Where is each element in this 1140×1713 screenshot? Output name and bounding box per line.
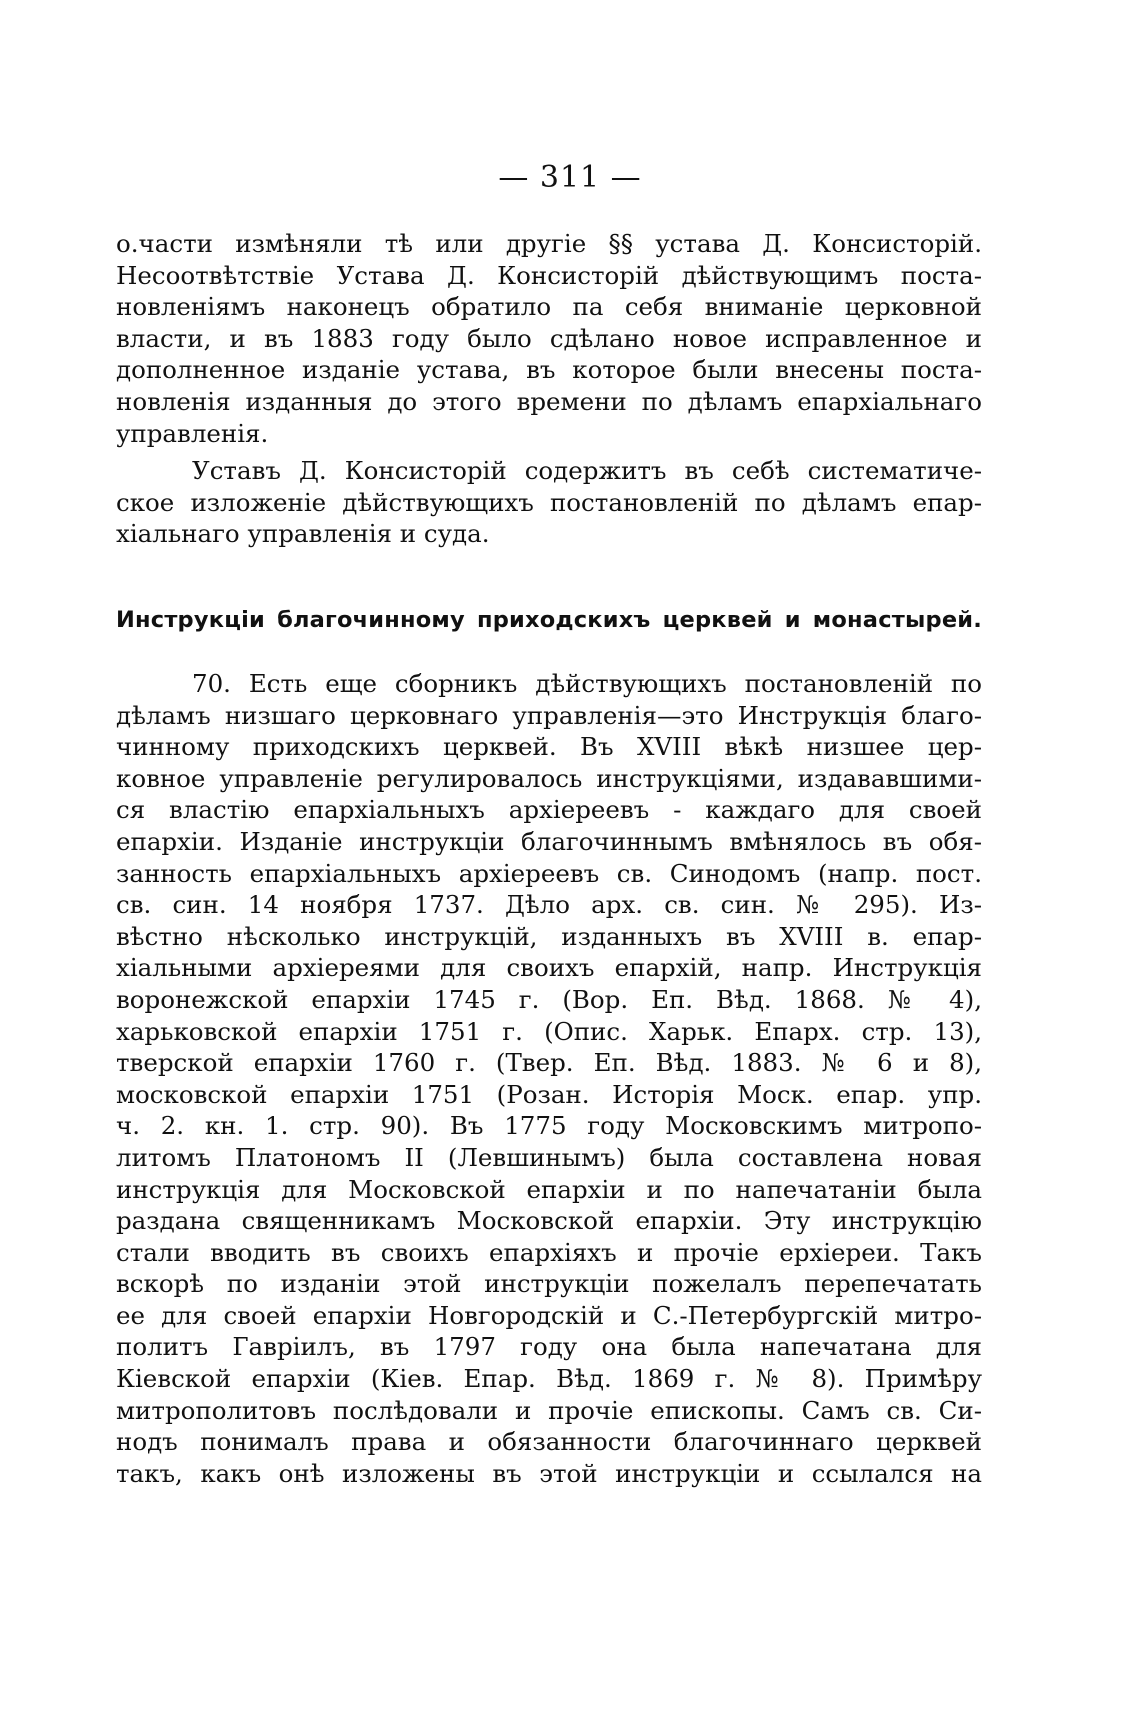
- text-line: митрополитовъ послѣдовали и прочіе епископы. Самъ св. Си-: [116, 1395, 982, 1425]
- text-line: о.части измѣняли тѣ или другіе §§ устава Д. Консисторій.: [116, 229, 982, 258]
- text-line: литомъ Платономъ II (Левшинымъ) была составлена новая: [116, 1142, 982, 1172]
- text-line: епархіи. Изданіе инструкціи благочиннымъ вмѣнялось въ обя-: [116, 826, 982, 856]
- continuation-paragraph: [116, 228, 982, 449]
- text-line: ся властію епархіальныхъ архіереевъ - каждаго для своей: [116, 795, 982, 825]
- text-line: Кіевской епархіи (Кіев. Епар. Вѣд. 1869 г. № 8). Примѣру: [116, 1364, 982, 1394]
- section-heading: Инструкціи благочинному приходскихъ церквей и монастырей.: [116, 607, 982, 633]
- text-line: стали вводить въ своихъ епархіяхъ и прочіе ерхіереи. Такъ: [116, 1237, 982, 1267]
- text-line: управленія.: [116, 418, 269, 448]
- text-line: такъ, какъ онѣ изложены въ этой инструкціи и ссылался на: [116, 1458, 982, 1488]
- paragraph-70: [116, 668, 982, 1489]
- text-line: занность епархіальныхъ архіереевъ св. Синодомъ (напр. пост.: [116, 858, 982, 888]
- text-line: дѣламъ низшаго церковнаго управленія—это Инструкція благо-: [116, 700, 982, 730]
- text-line: 70. Есть еще сборникъ дѣйствующихъ постановленій по: [192, 669, 982, 698]
- text-line: нодъ понималъ права и обязанности благочиннаго церквей: [116, 1427, 982, 1457]
- text-line: хіальнаго управленія и суда.: [116, 519, 490, 549]
- text-line: ч. 2. кн. 1. стр. 90). Въ 1775 году Московскимъ митропо-: [116, 1111, 982, 1141]
- text-line: Несоотвѣтствіе Устава Д. Консисторій дѣйствующимъ поста-: [116, 260, 982, 290]
- text-line: чинному приходскихъ церквей. Въ XVIII вѣкѣ низшее цер-: [116, 732, 982, 762]
- text-line: дополненное изданіе устава, въ которое были внесены поста-: [116, 355, 982, 385]
- text-line: инструкція для Московской епархіи и по напечатаніи была: [116, 1174, 982, 1204]
- text-line: новленія изданныя до этого времени по дѣламъ епархіальнаго: [116, 386, 982, 416]
- text-line: власти, и въ 1883 году было сдѣлано новое исправленное и: [116, 323, 982, 353]
- text-line: хіальными архіереями для своихъ епархій, напр. Инструкція: [116, 953, 982, 983]
- text-line: ее для своей епархіи Новгородскій и С.-Петербургскій митро-: [116, 1300, 982, 1330]
- text-line: св. син. 14 ноября 1737. Дѣло арх. св. син. № 295). Из-: [116, 890, 982, 920]
- text-line: вскорѣ по изданіи этой инструкціи пожелалъ перепечатать: [116, 1269, 982, 1299]
- text-line: политъ Гавріилъ, въ 1797 году она была напечатана для: [116, 1332, 982, 1362]
- text-line: ское изложеніе дѣйствующихъ постановленій по дѣламъ епар-: [116, 487, 982, 517]
- text-line: раздана священникамъ Московской епархіи. Эту инструкцію: [116, 1206, 982, 1236]
- text-line: харьковской епархіи 1751 г. (Опис. Харьк. Епарх. стр. 13),: [116, 1016, 982, 1046]
- text-line: московской епархіи 1751 (Розан. Исторія Моск. епар. упр.: [116, 1079, 982, 1109]
- text-line: ковное управленіе регулировалось инструкціями, издававшими-: [116, 763, 982, 793]
- text-line: новленіямъ наконецъ обратило па себя вниманіе церковной: [116, 292, 982, 322]
- text-line: тверской епархіи 1760 г. (Твер. Еп. Вѣд. 1883. № 6 и 8),: [116, 1048, 982, 1078]
- text-line: вѣстно нѣсколько инструкцій, изданныхъ въ XVIII в. епар-: [116, 921, 982, 951]
- ustav-paragraph: [116, 455, 982, 550]
- page-number: — 311 —: [498, 160, 642, 195]
- text-line: воронежской епархіи 1745 г. (Вор. Еп. Вѣд. 1868. № 4),: [116, 984, 982, 1014]
- text-line: Уставъ Д. Консисторій содержитъ въ себѣ систематиче-: [192, 456, 982, 485]
